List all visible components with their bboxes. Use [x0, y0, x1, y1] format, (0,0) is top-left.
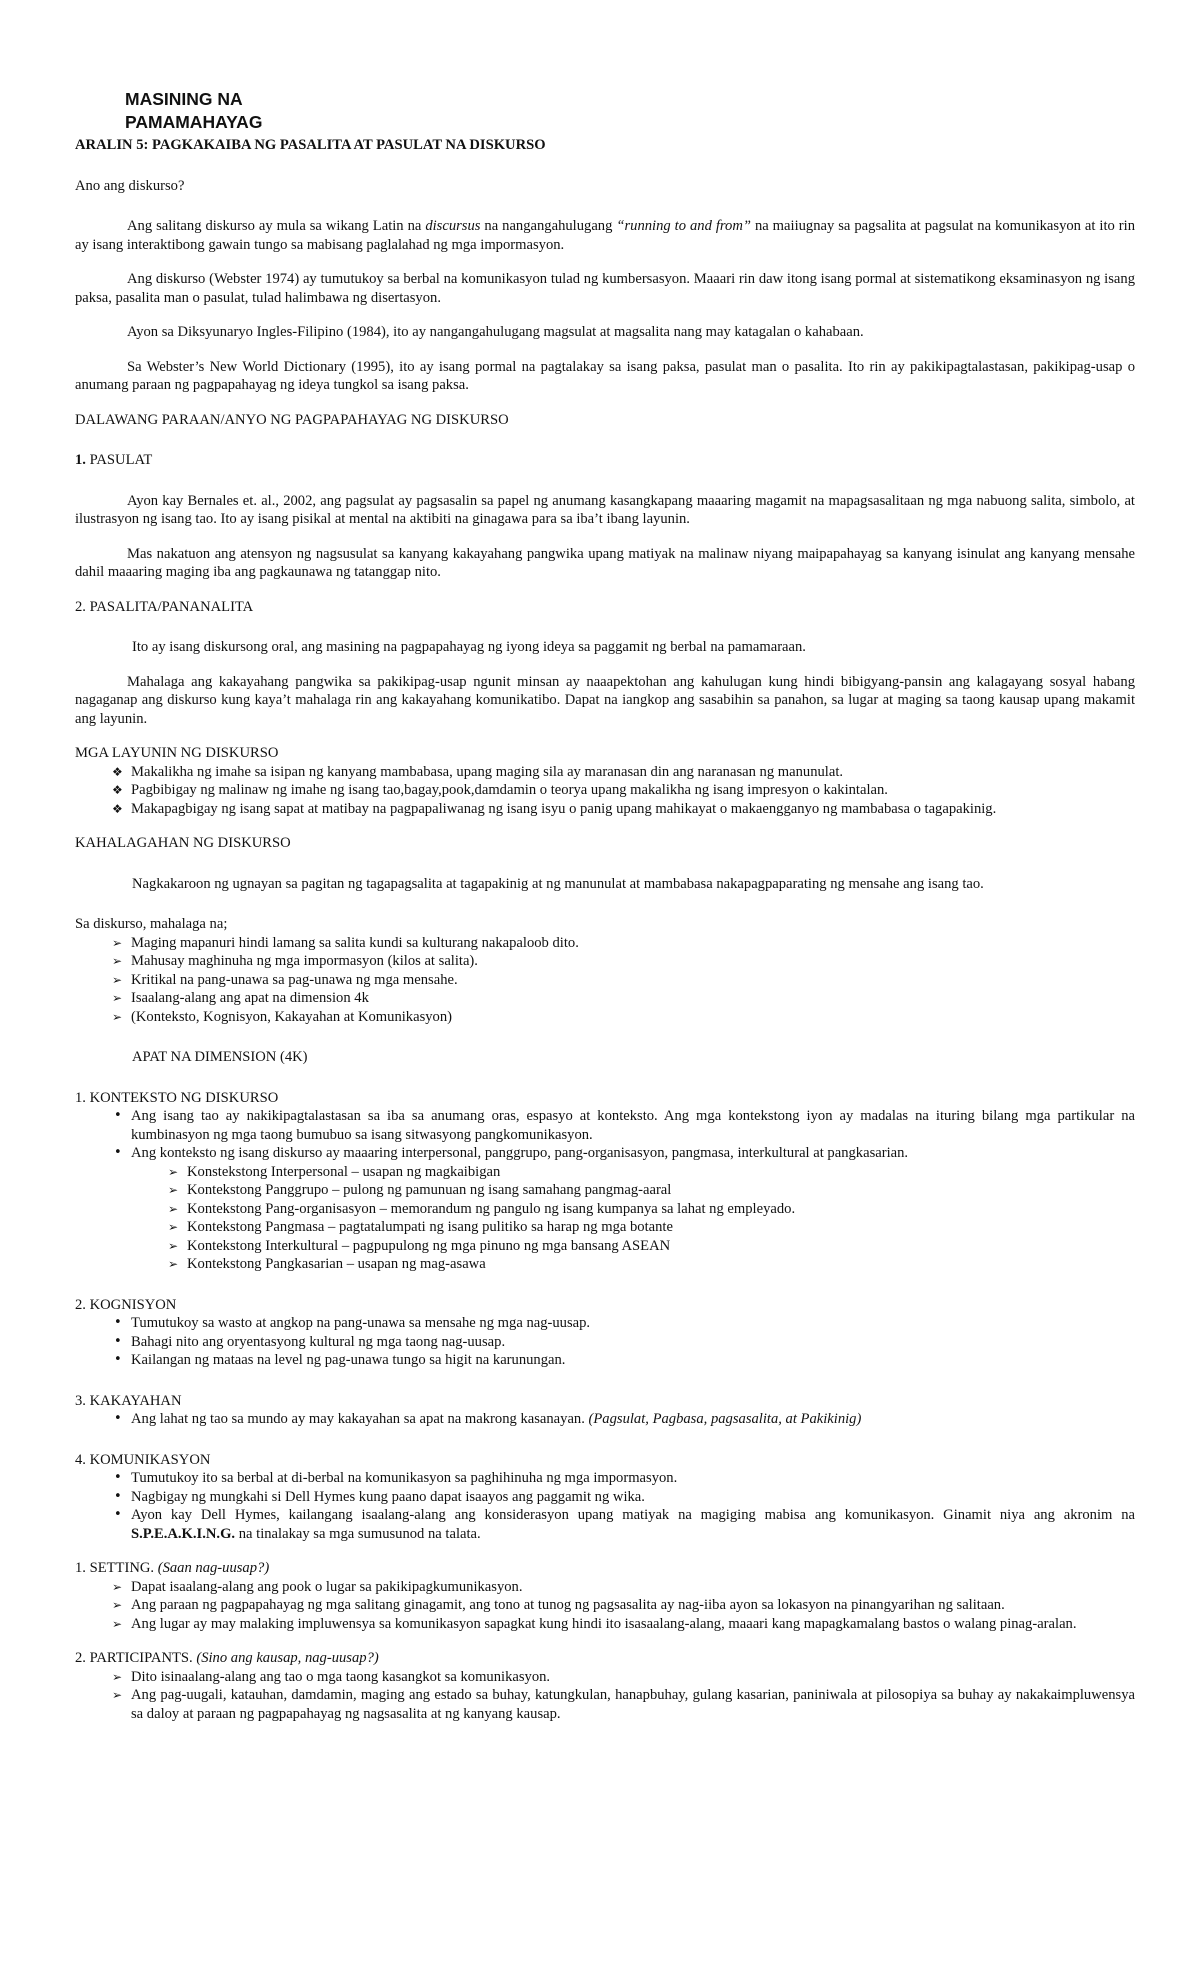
- arrow-bullet-icon: ➢: [112, 1669, 123, 1684]
- section-heading-participants: 2. PARTICIPANTS. (Sino ang kausap, nag-uusap?): [75, 1650, 379, 1666]
- dot-bullet-icon: •: [114, 1333, 122, 1349]
- list-item: ❖ Pagbibigay ng malinaw ng imahe ng isang tao,bagay,pook,damdamin o teorya upang makalikha ng isang impresyon o kakintalan.: [112, 782, 888, 798]
- arrow-bullet-icon: ➢: [168, 1164, 179, 1179]
- section-heading-konteksto: 1. KONTEKSTO NG DISKURSO: [75, 1089, 279, 1106]
- layunin-list: [75, 763, 1135, 819]
- diamond-bullet-icon: ❖: [112, 764, 123, 779]
- arrow-bullet-icon: ➢: [168, 1201, 179, 1216]
- setting-list: [75, 1578, 1135, 1634]
- list-item: ➢ Kontekstong Pangkasarian – usapan ng mag-asawa: [168, 1256, 486, 1272]
- lesson-title: ARALIN 5: PAGKAKAIBA NG PASALITA AT PASULAT NA DISKURSO: [75, 137, 546, 153]
- section-heading-setting: 1. SETTING. (Saan nag-uusap?): [75, 1560, 270, 1576]
- kahalagahan-paragraph: Nagkakaroon ng ugnayan sa pagitan ng tagapagsalita at tagapakinig at ng manunulat at mambabasa nakapagpaparating ng mensahe ang isang tao.: [132, 875, 984, 892]
- list-item: ➢ Kritikal na pang-unawa sa pag-unawa ng mga mensahe.: [112, 971, 458, 988]
- komunikasyon-list: [75, 1469, 1135, 1543]
- course-title-line-2: PAMAMAHAYAG: [125, 112, 263, 132]
- pasalita-paragraph-1: Ito ay isang diskursong oral, ang masining na pagpapahayag ng iyong ideya sa paggamit ng berbal na pamamaraan.: [132, 639, 806, 655]
- pasulat-paragraph-1: Ayon kay Bernales et. al., 2002, ang pagsulat ay pagsasalin sa papel ng anumang kasangkapang maaaring magamit na mapagsasalitaan ng mga nabuong salita, simbolo, at ilustrasyon ng isang tao. Ito ay isang pisikal at mental na aktibiti na ginagawa para sa iba’t ibang layunin.: [75, 492, 1135, 527]
- konteksto-list: [75, 1107, 1135, 1163]
- arrow-bullet-icon: ➢: [112, 1009, 123, 1024]
- section-heading-kakayahan: 3. KAKAYAHAN: [75, 1392, 182, 1409]
- diamond-bullet-icon: ❖: [112, 801, 123, 816]
- list-item: ➢ Konstekstong Interpersonal – usapan ng magkaibigan: [168, 1163, 501, 1180]
- list-item: • Ayon kay Dell Hymes, kailangang isaalang-alang ang konsiderasyon upang matiyak na magiging mabisa ang komunikasyon. Ginamit niya ang akronim na S.P.E.A.K.I.N.G. na tinalakay sa mga sumusunod na talata.: [114, 1507, 1135, 1542]
- dot-bullet-icon: •: [114, 1411, 122, 1426]
- arrow-bullet-icon: ➢: [112, 935, 123, 950]
- intro-paragraph-3: Ayon sa Diksyunaryo Ingles-Filipino (1984), ito ay nangangahulugang magsulat at magsalita nang may katagalan o kahabaan.: [127, 324, 864, 340]
- list-item: • Tumutukoy ito sa berbal at di-berbal na komunikasyon sa paghihinuha ng mga impormasyon.: [114, 1470, 678, 1486]
- list-item: ➢ Ang pag-uugali, katauhan, damdamin, maging ang estado sa buhay, katungkulan, hanapbuhay, gulang kasarian, paniniwala at pilosopiya sa buhay ay nakakaimpluwensya sa daloy at paraan ng pagpapahayag ng nagsasalita at ng kanyang kausap.: [112, 1687, 1135, 1722]
- arrow-bullet-icon: ➢: [112, 1616, 123, 1631]
- list-item: ❖ Makapagbigay ng isang sapat at matibay na pagpapaliwanag ng isang isyu o panig upang mahikayat o makaengganyo ng mambabasa o tagapakinig.: [112, 800, 997, 817]
- section-heading-kognisyon: 2. KOGNISYON: [75, 1296, 177, 1313]
- list-item: • Bahagi nito ang oryentasyong kultural ng mga taong nag-uusap.: [114, 1333, 506, 1350]
- list-item: • Ang konteksto ng isang diskurso ay maaaring interpersonal, panggrupo, pang-organisasyon, pangmasa, interkultural at pangkasarian.: [114, 1145, 909, 1161]
- arrow-bullet-icon: ➢: [168, 1238, 179, 1253]
- apat-na-dimension-heading: APAT NA DIMENSION (4K): [132, 1049, 308, 1065]
- arrow-bullet-icon: ➢: [168, 1257, 179, 1271]
- document-page: [75, 88, 1135, 1723]
- list-item: ➢ Ang lugar ay may malaking impluwensya sa komunikasyon sapagkat kung hindi ito isasaalang-alang, maaari kang mapagkamalang bastos o walang pinag-aralan.: [112, 1615, 1077, 1632]
- list-item: ➢ Mahusay maghinuha ng mga impormasyon (kilos at salita).: [112, 953, 478, 969]
- section-heading-komunikasyon: 4. KOMUNIKASYON: [75, 1451, 211, 1468]
- arrow-bullet-icon: ➢: [112, 1579, 123, 1594]
- pasulat-paragraph-2: Mas nakatuon ang atensyon ng nagsusulat sa kanyang kakayahang pangwika upang matiyak na malinaw niyang maipapahayag sa kanyang isinulat ang kanyang mensahe dahil maaaring maging iba ang pagkaunawa ng tatanggap nito.: [75, 545, 1135, 580]
- section-heading-kahalagahan: KAHALAGAHAN NG DISKURSO: [75, 835, 291, 851]
- arrow-bullet-icon: ➢: [112, 1688, 123, 1702]
- list-item: ➢ (Konteksto, Kognisyon, Kakayahan at Komunikasyon): [112, 1008, 453, 1025]
- konteksto-sublist: [75, 1163, 1135, 1274]
- dot-bullet-icon: •: [114, 1108, 122, 1123]
- kognisyon-list: [75, 1314, 1135, 1370]
- list-item: ➢ Kontekstong Pang-organisasyon – memorandum ng pangulo ng isang kumpanya sa lahat ng empleyado.: [168, 1200, 796, 1217]
- arrow-bullet-icon: ➢: [112, 991, 123, 1005]
- participants-list: [75, 1668, 1135, 1724]
- list-item: ➢ Kontekstong Panggrupo – pulong ng pamunuan ng isang samahang pangmag-aaral: [168, 1182, 672, 1198]
- list-item: ➢ Isaalang-alang ang apat na dimension 4k: [112, 990, 369, 1006]
- arrow-bullet-icon: ➢: [112, 954, 123, 968]
- list-item: • Nagbigay ng mungkahi si Dell Hymes kung paano dapat isaayos ang paggamit ng wika.: [114, 1488, 645, 1505]
- dot-bullet-icon: •: [114, 1470, 122, 1485]
- list-item: • Kailangan ng mataas na level ng pag-unawa tungo sa higit na karunungan.: [114, 1352, 566, 1368]
- dot-bullet-icon: •: [114, 1488, 122, 1504]
- list-item: • Tumutukoy sa wasto at angkop na pang-unawa sa mensahe ng mga nag-uusap.: [114, 1315, 591, 1331]
- section-heading-layunin: MGA LAYUNIN NG DISKURSO: [75, 745, 279, 761]
- kahalagahan-lead: Sa diskurso, mahalaga na;: [75, 916, 228, 932]
- dot-bullet-icon: •: [114, 1315, 122, 1330]
- section-heading-paraan: DALAWANG PARAAN/ANYO NG PAGPAPAHAYAG NG DISKURSO: [75, 411, 509, 428]
- dot-bullet-icon: •: [114, 1145, 122, 1160]
- arrow-bullet-icon: ➢: [112, 1598, 123, 1612]
- list-item: • Ang lahat ng tao sa mundo ay may kakayahan sa apat na makrong kasanayan. (Pagsulat, Pagbasa, pagsasalita, at Pakikinig): [114, 1411, 862, 1427]
- intro-question: Ano ang diskurso?: [75, 177, 185, 194]
- list-item: ➢ Maging mapanuri hindi lamang sa salita kundi sa kulturang nakapaloob dito.: [112, 934, 579, 951]
- list-item: ➢ Kontekstong Pangmasa – pagtatalumpati ng isang pulitiko sa harap ng mga botante: [168, 1219, 673, 1235]
- list-item: ➢ Dapat isaalang-alang ang pook o lugar sa pakikipagkumunikasyon.: [112, 1578, 523, 1595]
- course-title-line-1: MASINING NA: [125, 89, 243, 109]
- arrow-bullet-icon: ➢: [112, 972, 123, 987]
- list-item: ➢ Ang paraan ng pagpapahayag ng mga salitang ginagamit, ang tono at tunog ng pagsasalita ay nag-iiba ayon sa lokasyon na pinangyarihan ng salitaan.: [112, 1597, 1005, 1613]
- diamond-bullet-icon: ❖: [112, 783, 123, 797]
- dot-bullet-icon: •: [114, 1507, 122, 1522]
- pasalita-paragraph-2: Mahalaga ang kakayahang pangwika sa pakikipag-usap ngunit minsan ay naaapektohan ang kahulugan kung hindi bibigyang-pansin ang kalagayang sosyal habang nagaganap ang diskurso kung kaya’t mahalaga rin ang kakayahang komunikatibo. Dapat na iangkop ang sasabihin sa panahon, sa lugar at maging sa taong kausap upang makamit ang layunin.: [75, 673, 1135, 727]
- list-item: ➢ Kontekstong Interkultural – pagpupulong ng mga pinuno ng mga bansang ASEAN: [168, 1237, 671, 1254]
- kakayahan-list: [75, 1410, 1135, 1429]
- list-item: ❖ Makalikha ng imahe sa isipan ng kanyang mambabasa, upang maging sila ay maranasan din ang naranasan ng manunulat.: [112, 763, 844, 780]
- dot-bullet-icon: •: [114, 1352, 122, 1367]
- list-item: ➢ Dito isinaalang-alang ang tao o mga taong kasangkot sa komunikasyon.: [112, 1668, 551, 1685]
- arrow-bullet-icon: ➢: [168, 1220, 179, 1234]
- list-item: • Ang isang tao ay nakikipagtalastasan sa iba sa anumang oras, espasyo at konteksto. Ang mga kontekstong iyon ay madalas na ituring bilang mga partikular na kumbinasyon ng mga taong bumubuo sa isang sitwasyong pangkomunikasyon.: [114, 1108, 1135, 1143]
- arrow-bullet-icon: ➢: [168, 1183, 179, 1197]
- intro-paragraph-4: Sa Webster’s New World Dictionary (1995), ito ay isang pormal na pagtalakay sa isang paksa, pasulat man o pasalita. Ito rin ay pakikipagtalastasan, pakikipag-usap o anumang paraan ng pagpapahayag ng ideya tungkol sa isang paksa.: [75, 358, 1135, 393]
- intro-paragraph-2: Ang diskurso (Webster 1974) ay tumutukoy sa berbal na komunikasyon tulad ng kumbersasyon. Maaari rin daw itong isang pormal at sistematikong eksaminasyon ng isang paksa, pasalita man o pasulat, tulad halimbawa ng disertasyon.: [75, 271, 1135, 306]
- kahalagahan-list: [75, 934, 1135, 1027]
- subheading-pasalita: 2. PASALITA/PANANALITA: [75, 598, 254, 615]
- subheading-pasulat: 1. PASULAT: [75, 452, 153, 468]
- intro-paragraph-1: Ang salitang diskurso ay mula sa wikang Latin na discursus na nangangahulugang “running to and from” na maiiugnay sa pagsalita at pagsulat na komunikasyon at ito rin ay isang interaktibong gawain tungo sa mabisang paglalahad ng mga impormasyon.: [75, 218, 1136, 253]
